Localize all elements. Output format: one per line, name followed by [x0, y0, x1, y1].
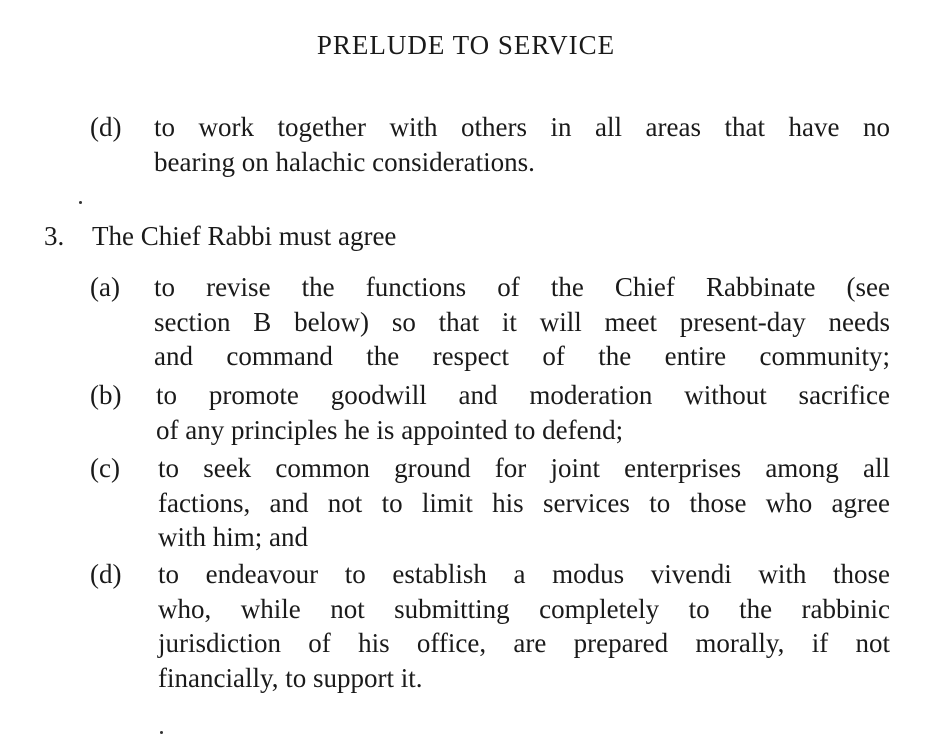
section-number: 3.	[44, 221, 65, 251]
list-item-text	[158, 557, 890, 695]
text-line: to work together with others in all areas that have no	[154, 112, 890, 142]
text-line: and command the respect of the entire community;	[154, 341, 890, 371]
list-item-text	[154, 270, 890, 374]
text-line: of any principles he is appointed to defend;	[156, 414, 624, 445]
text-line: bearing on halachic considerations.	[154, 146, 535, 177]
text-line: factions, and not to limit his services to those who agree	[158, 487, 890, 518]
text-line: with him; and	[158, 522, 308, 552]
text-line: to promote goodwill and moderation without sacrifice	[156, 380, 890, 410]
page-speck	[79, 201, 82, 204]
list-marker: (b)	[90, 380, 122, 410]
text-line: who, while not submitting completely to the rabbinic	[158, 593, 890, 624]
text-line: section B below) so that it will meet present-day needs	[154, 306, 890, 337]
text-line: to endeavour to establish a modus vivendi with those	[158, 559, 890, 589]
text-line: jurisdiction of his office, are prepared morally, if not	[158, 628, 890, 658]
running-title: PRELUDE TO SERVICE	[316, 30, 616, 60]
page-speck	[160, 731, 163, 734]
list-marker: (d)	[90, 112, 122, 142]
list-marker: (c)	[90, 453, 120, 483]
section-heading	[44, 219, 644, 253]
list-marker: (d)	[90, 559, 122, 589]
text-line: financially, to support it.	[158, 662, 423, 693]
list-item-text	[156, 378, 890, 447]
list-marker: (a)	[90, 272, 120, 302]
text-line: to seek common ground for joint enterprises among all	[158, 453, 890, 483]
text-line: to revise the functions of the Chief Rabbinate (see	[154, 272, 890, 302]
section-heading-text: The Chief Rabbi must agree	[92, 221, 397, 251]
list-item-text	[154, 110, 890, 179]
list-item-text	[158, 451, 890, 555]
